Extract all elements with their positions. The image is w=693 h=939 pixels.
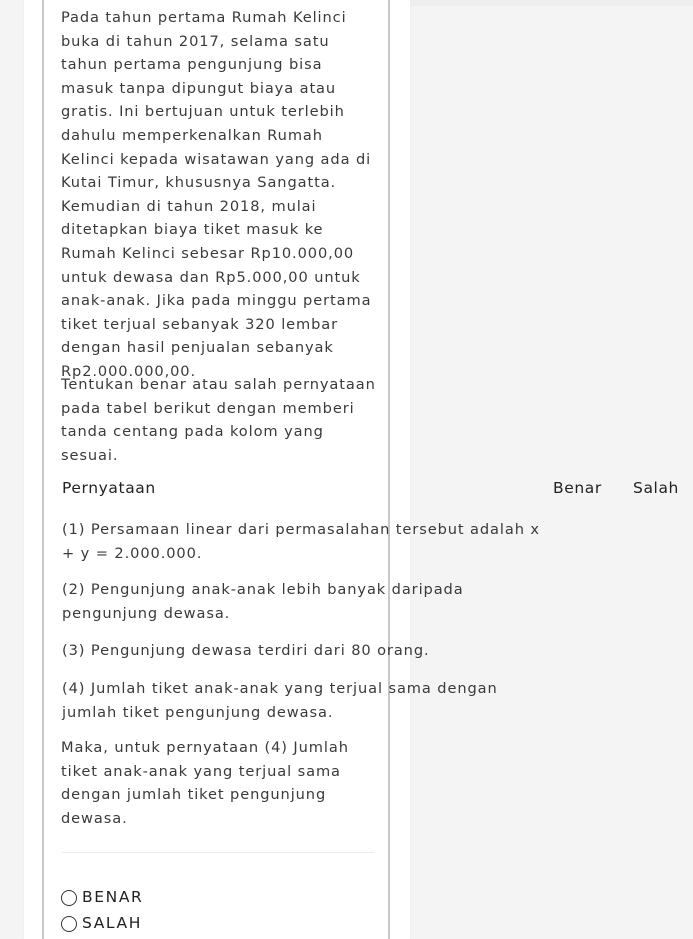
radio-button-salah[interactable]	[61, 916, 77, 932]
top-bar	[410, 0, 693, 6]
statement-4: (4) Jumlah tiket anak-anak yang terjual sama dengan jumlah tiket pengunjung dewasa.	[62, 680, 498, 721]
table-header-false: Salah	[633, 479, 679, 497]
question-instruction: Tentukan benar atau salah pernyataan pada tabel berikut dengan memberi tanda centang pada kolom yang sesuai.	[61, 376, 376, 464]
statement-2: (2) Pengunjung anak-anak lebih banyak daripada pengunjung dewasa.	[62, 581, 464, 622]
radio-button-benar[interactable]	[61, 890, 77, 906]
question-conclusion: Maka, untuk pernyataan (4) Jumlah tiket anak-anak yang terjual sama dengan jumlah tiket pengunjung dewasa.	[61, 739, 349, 827]
table-header-true: Benar	[553, 479, 602, 497]
answer-option-benar[interactable]	[61, 887, 143, 906]
statement-3: (3) Pengunjung dewasa terdiri dari 80 orang.	[62, 642, 430, 659]
answer-option-benar-label: BENAR	[82, 887, 144, 906]
answer-option-salah[interactable]	[61, 913, 142, 932]
table-header-statement: Pernyataan	[62, 479, 156, 497]
statement-1: (1) Persamaan linear dari permasalahan tersebut adalah x + y = 2.000.000.	[62, 521, 540, 562]
answer-option-salah-label: SALAH	[82, 913, 142, 932]
divider	[62, 852, 374, 853]
question-story: Pada tahun pertama Rumah Kelinci buka di tahun 2017, selama satu tahun pertama pengunjung bisa masuk tanpa dipungut biaya atau gratis. Ini bertujuan untuk terlebih dahulu memperkenalkan Rumah Kelinci kepada wisatawan yang ada di Kutai Timur, khususnya Sangatta. Kemudian di tahun 2018, mulai ditetapkan biaya tiket masuk ke Rumah Kelinci sebesar Rp10.000,00 untuk dewasa dan Rp5.000,00 untuk anak-anak. Jika pada minggu pertama tiket terjual sebanyak 320 lembar dengan hasil penjualan sebanyak Rp2.000.000,00.	[61, 9, 372, 380]
